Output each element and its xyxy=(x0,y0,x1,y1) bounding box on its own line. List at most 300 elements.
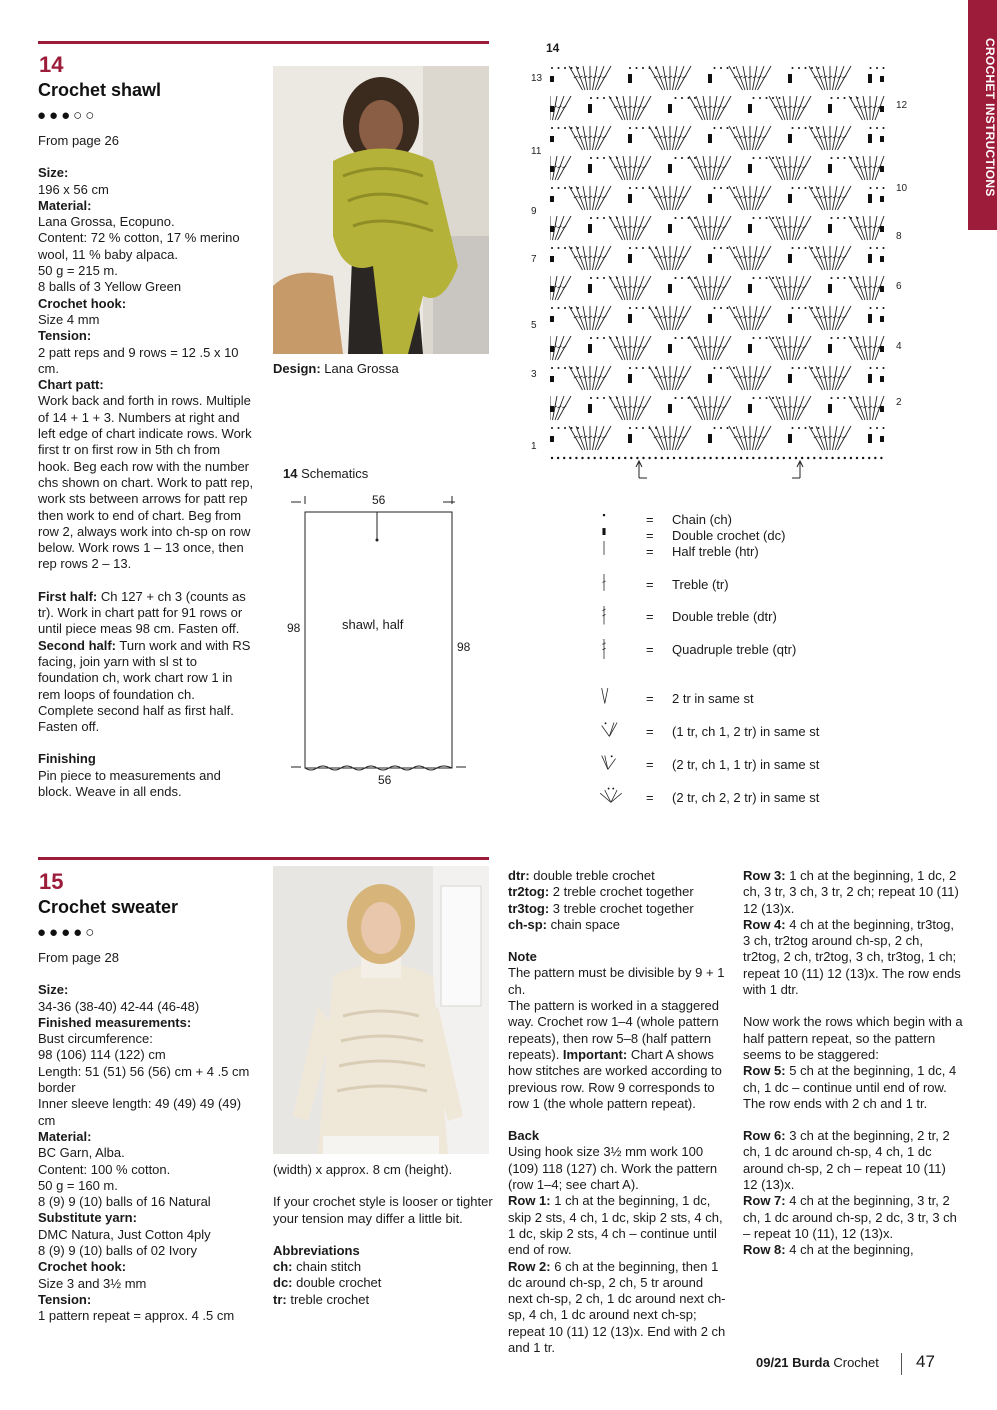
chain-dot xyxy=(688,397,690,399)
dc-mark xyxy=(708,374,712,383)
edge-mark xyxy=(880,406,884,412)
edge-mark xyxy=(880,166,884,172)
chain-dot xyxy=(681,97,683,99)
dc-mark xyxy=(868,74,872,83)
first-half-text: Ch 127 + ch 3 (counts as tr). Work in chart patt for 91 rows or until piece meas 98 cm. Fasten off. xyxy=(38,588,246,637)
chain-dot xyxy=(694,217,696,219)
legend-label: Treble (tr) xyxy=(672,577,729,592)
material-line: Lana Grossa, Ecopuno. xyxy=(38,214,175,230)
chain-dot xyxy=(844,157,846,159)
chain-dot xyxy=(714,367,716,369)
chain-dot xyxy=(697,457,699,459)
chart-text: Work back and forth in rows. Multiple of 14 + 1 + 3. Numbers at right and left edge of chart indicate rows. Work first tr on first row in 5th ch from hook. Beg each row with the number chs shown on chart. Work to patt rep, work sts between arrows for patt rep then work to end of chart. Beg from row 2, always work into ch-sp on row below. Work rows 1 – 13 once, then rep rows 2 – 13. xyxy=(38,393,254,572)
chain-dot xyxy=(837,217,839,219)
chain-dot xyxy=(590,397,592,399)
legend-label: 2 tr in same st xyxy=(672,691,754,706)
chain-dot xyxy=(587,457,589,459)
chain-dot xyxy=(624,457,626,459)
chain-dot xyxy=(733,427,735,429)
chain-dot xyxy=(727,187,729,189)
chain-dot xyxy=(818,127,820,129)
dc-mark xyxy=(628,314,632,323)
dc-mark xyxy=(588,224,592,233)
second-half xyxy=(38,638,254,736)
chain-dot xyxy=(766,337,768,339)
chain-dot xyxy=(636,67,638,69)
second-half-text: Turn work and with RS facing, join yarn with sl st to foundation ch, work chart row 1 in rem loops of foundation ch. Complete second half as first half. Fasten off. xyxy=(38,637,251,735)
design-value: Lana Grossa xyxy=(320,361,399,376)
chain-dot xyxy=(811,367,813,369)
chain-dot xyxy=(766,217,768,219)
chain-dot xyxy=(636,127,638,129)
chain-dot xyxy=(811,67,813,69)
chain-dot xyxy=(805,307,807,309)
dc-mark xyxy=(628,194,632,203)
edge-mark xyxy=(550,316,554,322)
chain-dot xyxy=(675,217,677,219)
schematic-left-length: 98 xyxy=(287,621,301,635)
chain-dot xyxy=(642,67,644,69)
footer-issue: 09/21 xyxy=(756,1355,789,1370)
size-heading: Size: xyxy=(38,165,69,181)
pattern-title-14: Crochet shawl xyxy=(38,80,162,100)
chain-dot xyxy=(597,157,599,159)
dc-mark xyxy=(668,344,672,353)
chain-dot xyxy=(600,457,602,459)
row-number-left: 7 xyxy=(531,254,537,265)
material-line: Content: 100 % cotton. xyxy=(38,1161,171,1177)
chain-dot xyxy=(679,457,681,459)
shawl-photo xyxy=(273,66,489,354)
row-instruction xyxy=(743,1063,963,1112)
chain-dot xyxy=(883,367,885,369)
dc-mark xyxy=(628,434,632,443)
note-text-part: The pattern is worked in a staggered way. Crochet row 1–4 (whole pattern repeats), then row 5–8 (half pattern repeats). xyxy=(508,998,720,1062)
tr-symbol xyxy=(594,574,634,594)
chain-dot xyxy=(720,187,722,189)
row-instruction xyxy=(743,868,963,917)
chain-dot xyxy=(844,337,846,339)
chain-dot xyxy=(759,277,761,279)
chain-dot xyxy=(772,97,774,99)
chain-dot xyxy=(703,457,705,459)
edge-mark xyxy=(550,286,554,292)
dc-mark xyxy=(668,104,672,113)
design-credit xyxy=(273,361,399,376)
dc-mark xyxy=(828,404,832,413)
pattern-title-15: Crochet sweater xyxy=(38,897,179,917)
chain-dot xyxy=(779,217,781,219)
chain-dot xyxy=(642,247,644,249)
chain-dot xyxy=(766,157,768,159)
legend-label: (2 tr, ch 2, 2 tr) in same st xyxy=(672,790,820,805)
chain-dot xyxy=(551,127,553,129)
note-text xyxy=(508,998,728,1112)
chain-dot xyxy=(714,427,716,429)
legend-label: (1 tr, ch 1, 2 tr) in same st xyxy=(672,724,820,739)
abbreviation xyxy=(273,1275,493,1291)
chain-dot xyxy=(818,427,820,429)
schematic-top-width: 56 xyxy=(372,493,386,507)
abbr-value: double treble crochet xyxy=(529,868,655,883)
material-line: BC Garn, Alba. xyxy=(38,1145,125,1161)
chain-dot xyxy=(772,337,774,339)
chain-dot xyxy=(870,427,872,429)
chain-dot xyxy=(597,397,599,399)
hook-value: Size 3 and 3½ mm xyxy=(38,1275,147,1291)
section-rule-14 xyxy=(38,41,489,44)
chain-dot xyxy=(681,337,683,339)
2tr-symbol xyxy=(594,688,634,708)
chain-dot xyxy=(636,367,638,369)
chain-dot xyxy=(675,337,677,339)
chain-dot xyxy=(753,277,755,279)
chain-dot xyxy=(590,337,592,339)
chain-dot xyxy=(642,307,644,309)
qtr-symbol xyxy=(594,639,634,659)
legend-equals: = xyxy=(646,577,654,592)
dc-mark xyxy=(748,224,752,233)
chain-dot xyxy=(870,307,872,309)
chain-dot xyxy=(727,427,729,429)
chain-dot xyxy=(558,127,560,129)
row-instruction xyxy=(743,1242,963,1258)
chain-dot xyxy=(661,457,663,459)
v3-symbol xyxy=(594,787,634,807)
chain-dot xyxy=(720,427,722,429)
hook-heading: Crochet hook: xyxy=(38,1259,127,1275)
row-text: 4 ch at the beginning, xyxy=(785,1242,914,1258)
chain-dot xyxy=(876,127,878,129)
legend-label: Quadruple treble (qtr) xyxy=(672,642,797,657)
chain-dot xyxy=(636,427,638,429)
chain-dot xyxy=(558,67,560,69)
chain-dot xyxy=(753,217,755,219)
row-instruction xyxy=(743,917,963,998)
chain-dot xyxy=(581,457,583,459)
edge-mark xyxy=(880,76,884,82)
chain-dot xyxy=(811,187,813,189)
chain-dot xyxy=(694,397,696,399)
material-line: Content: 72 % cotton, 17 % merino wool, 11 % baby alpaca. xyxy=(38,230,240,262)
row-instruction xyxy=(743,1193,963,1242)
dtr-symbol xyxy=(594,606,634,626)
sweater-photo xyxy=(273,866,489,1154)
chain-dot xyxy=(688,157,690,159)
chain-dot xyxy=(779,277,781,279)
chain-dot xyxy=(837,397,839,399)
chain-dot xyxy=(564,307,566,309)
chain-dot xyxy=(753,157,755,159)
chain-dot xyxy=(603,337,605,339)
difficulty-rating-15: ●●●●○ xyxy=(37,924,98,941)
edge-mark xyxy=(550,226,554,232)
note-heading: Note xyxy=(508,949,537,965)
chain-dot xyxy=(868,457,870,459)
chain-dot xyxy=(636,307,638,309)
chain-dot xyxy=(844,397,846,399)
row-label: Row 8: xyxy=(743,1242,786,1258)
dc-mark xyxy=(668,164,672,173)
first-half xyxy=(38,589,254,638)
chain-dot xyxy=(590,97,592,99)
chain-dot xyxy=(733,247,735,249)
row-number-right: 12 xyxy=(896,100,908,111)
chain-dot xyxy=(792,307,794,309)
chain-dot xyxy=(636,457,638,459)
chain-dot xyxy=(685,457,687,459)
chain-dot xyxy=(733,367,735,369)
dc-mark xyxy=(588,104,592,113)
abbr-key: tr2tog: xyxy=(508,884,550,900)
chain-dot xyxy=(792,127,794,129)
chain-dot xyxy=(870,67,872,69)
legend-equals: = xyxy=(646,724,654,739)
chain-dot xyxy=(759,97,761,99)
edge-mark xyxy=(880,136,884,142)
pattern-15-col1 xyxy=(38,950,256,1325)
v1-symbol xyxy=(594,721,634,741)
edge-mark xyxy=(880,226,884,232)
chain-dot xyxy=(770,457,772,459)
chain-dot xyxy=(876,187,878,189)
chain-dot xyxy=(753,97,755,99)
chain-dot xyxy=(681,277,683,279)
dc-mark xyxy=(588,404,592,413)
dc-mark xyxy=(828,284,832,293)
chain-dot xyxy=(642,427,644,429)
substitute-heading: Substitute yarn: xyxy=(38,1210,137,1226)
stagger-note: Now work the rows which begin with a half pattern repeat, so the pattern seems to be staggered: xyxy=(743,1014,963,1062)
edge-mark xyxy=(550,436,554,442)
chain-dot xyxy=(870,247,872,249)
row-number-left: 9 xyxy=(531,206,537,217)
chain-dot xyxy=(876,67,878,69)
tension-continued: (width) x approx. 8 cm (height). xyxy=(273,1162,453,1177)
chain-dot xyxy=(564,187,566,189)
row-number-right: 4 xyxy=(896,341,902,352)
schematic-heading xyxy=(283,466,368,481)
chain-dot xyxy=(603,397,605,399)
material-line: 50 g = 160 m. xyxy=(38,1177,118,1193)
design-heading: Design: xyxy=(273,361,321,376)
chain-dot xyxy=(629,367,631,369)
schematic-inner-label: shawl, half xyxy=(342,617,404,632)
chain-dot xyxy=(876,367,878,369)
dc-mark xyxy=(588,164,592,173)
chain-dot xyxy=(603,157,605,159)
abbr-value: double crochet xyxy=(292,1275,382,1291)
chain-dot xyxy=(777,457,779,459)
chain-dot xyxy=(629,307,631,309)
chain-dot xyxy=(883,427,885,429)
chain-dot xyxy=(759,217,761,219)
chain-dot xyxy=(818,67,820,69)
edge-mark xyxy=(550,106,554,112)
chain-dot xyxy=(779,337,781,339)
edge-mark xyxy=(550,136,554,142)
stitch-chart xyxy=(550,58,890,488)
chain-dot xyxy=(636,247,638,249)
legend-label: Chain (ch) xyxy=(672,512,732,527)
legend-equals: = xyxy=(646,790,654,805)
row-label: Row 6: xyxy=(743,1128,786,1144)
chain-dot xyxy=(551,247,553,249)
chain-dot xyxy=(558,307,560,309)
chain-dot xyxy=(590,157,592,159)
abbreviation xyxy=(273,1259,493,1275)
edge-mark xyxy=(550,196,554,202)
chain-dot xyxy=(792,67,794,69)
footer-divider xyxy=(901,1353,902,1375)
chain-dot xyxy=(564,67,566,69)
chart-number: 14 xyxy=(546,41,560,55)
row-number-left: 1 xyxy=(531,441,537,452)
dc-mark xyxy=(788,254,792,263)
note-text-part: Chart A shows how stitches are worked according to previous row. Row 9 corresponds to row 1 (the whole pattern repeat). xyxy=(508,1046,722,1111)
chain-dot xyxy=(681,157,683,159)
chain-dot xyxy=(688,337,690,339)
abbreviation xyxy=(508,884,728,900)
chain-dot xyxy=(642,457,644,459)
abbr-key: tr: xyxy=(273,1291,287,1307)
row-number-left: 5 xyxy=(531,320,537,331)
edge-mark xyxy=(880,196,884,202)
dc-mark xyxy=(788,194,792,203)
chain-dot xyxy=(720,307,722,309)
chain-dot xyxy=(870,187,872,189)
chain-dot xyxy=(798,127,800,129)
chain-dot xyxy=(655,457,657,459)
chain-dot xyxy=(675,397,677,399)
note-important: Important: xyxy=(562,1046,628,1062)
measurement-line: Length: 51 (51) 56 (56) cm + 4 .5 cm border xyxy=(38,1063,250,1096)
row-number-right: 10 xyxy=(896,183,908,194)
substitute-line: DMC Natura, Just Cotton 4ply xyxy=(38,1226,211,1242)
chain-dot xyxy=(727,127,729,129)
abbr-value: 2 treble crochet together xyxy=(549,884,694,900)
chain-dot xyxy=(636,187,638,189)
tension-value: 2 patt reps and 9 rows = 12 .5 x 10 cm. xyxy=(38,344,239,376)
size-value: 196 x 56 cm xyxy=(38,181,109,197)
chain-dot xyxy=(837,337,839,339)
material-line: 50 g = 215 m. xyxy=(38,263,118,279)
chain-dot xyxy=(564,127,566,129)
note-text: The pattern must be divisible by 9 + 1 ch. xyxy=(508,965,725,997)
legend-label: Double crochet (dc) xyxy=(672,528,786,543)
chain-dot xyxy=(831,157,833,159)
chain-dot xyxy=(597,217,599,219)
chain-dot xyxy=(764,457,766,459)
chain-dot xyxy=(720,127,722,129)
dc-mark xyxy=(588,344,592,353)
chain-dot xyxy=(727,307,729,309)
dc-mark xyxy=(668,404,672,413)
legend-equals: = xyxy=(646,528,654,543)
chain-dot xyxy=(880,457,882,459)
chain-dot xyxy=(759,157,761,159)
chain-dot xyxy=(681,217,683,219)
chain-dot xyxy=(714,307,716,309)
chain-dot xyxy=(837,277,839,279)
chain-dot xyxy=(563,457,565,459)
row-number-left: 11 xyxy=(531,146,542,157)
dc-mark xyxy=(868,314,872,323)
chain-dot xyxy=(575,457,577,459)
material-heading: Material: xyxy=(38,197,92,213)
legend-equals: = xyxy=(646,609,654,624)
chain-dot xyxy=(733,127,735,129)
dc-mark xyxy=(628,74,632,83)
chain-dot xyxy=(720,247,722,249)
chain-dot xyxy=(779,157,781,159)
edge-mark xyxy=(550,166,554,172)
row-number-right: 2 xyxy=(896,397,902,408)
chain-dot xyxy=(766,397,768,399)
row-number-right: 6 xyxy=(896,281,902,292)
edge-mark xyxy=(550,406,554,412)
schematic-number: 14 xyxy=(283,466,298,481)
dc-mark xyxy=(788,74,792,83)
edge-mark xyxy=(550,256,554,262)
dc-mark xyxy=(788,314,792,323)
tension-heading: Tension: xyxy=(38,1291,92,1307)
edge-mark xyxy=(880,436,884,442)
chain-dot xyxy=(603,277,605,279)
chain-dot xyxy=(558,367,560,369)
first-half-heading: First half: xyxy=(38,588,98,604)
chain-dot xyxy=(629,127,631,129)
chain-dot xyxy=(714,67,716,69)
chain-dot xyxy=(856,457,858,459)
footer-brand: Burda xyxy=(792,1355,830,1370)
row-instruction xyxy=(508,1193,728,1258)
row-instruction xyxy=(743,1128,963,1193)
hook-heading: Crochet hook: xyxy=(38,295,127,311)
dc-mark xyxy=(788,134,792,143)
chain-dot xyxy=(805,67,807,69)
chain-dot xyxy=(831,457,833,459)
pattern-number-14: 14 xyxy=(39,52,64,77)
legend-label: Half treble (htr) xyxy=(672,544,759,559)
dc-mark xyxy=(868,374,872,383)
abbr-key: tr3tog: xyxy=(508,900,550,916)
chain-dot xyxy=(862,457,864,459)
chain-dot xyxy=(807,457,809,459)
chain-dot xyxy=(642,367,644,369)
chain-dot xyxy=(629,427,631,429)
row-text: 3 ch at the beginning, 2 tr, 2 ch, 1 dc around ch-sp, 4 ch, 1 dc around ch-sp, 2 ch – repeat 10 (11) 12 (13)x. xyxy=(743,1128,950,1193)
pattern-15-col4 xyxy=(743,868,963,1259)
chain-dot xyxy=(813,457,815,459)
abbr-key: ch: xyxy=(273,1259,293,1275)
chain-dot xyxy=(759,397,761,399)
dc-mark xyxy=(668,284,672,293)
chain-dot xyxy=(629,247,631,249)
finishing-heading: Finishing xyxy=(38,751,96,767)
row-text: 4 ch at the beginning, 3 tr, 2 ch, 1 dc around ch-sp, 2 dc, 3 tr, 3 ch – repeat 10 (11), 12 (13)x. xyxy=(743,1193,957,1241)
chain-dot xyxy=(688,277,690,279)
legend-equals: = xyxy=(646,544,654,559)
chain-dot xyxy=(805,427,807,429)
chain-dot xyxy=(722,457,724,459)
chain-dot xyxy=(789,457,791,459)
chain-dot xyxy=(772,397,774,399)
edge-mark xyxy=(880,256,884,262)
legend-equals: = xyxy=(646,691,654,706)
chain-dot xyxy=(870,367,872,369)
chain-dot xyxy=(597,97,599,99)
